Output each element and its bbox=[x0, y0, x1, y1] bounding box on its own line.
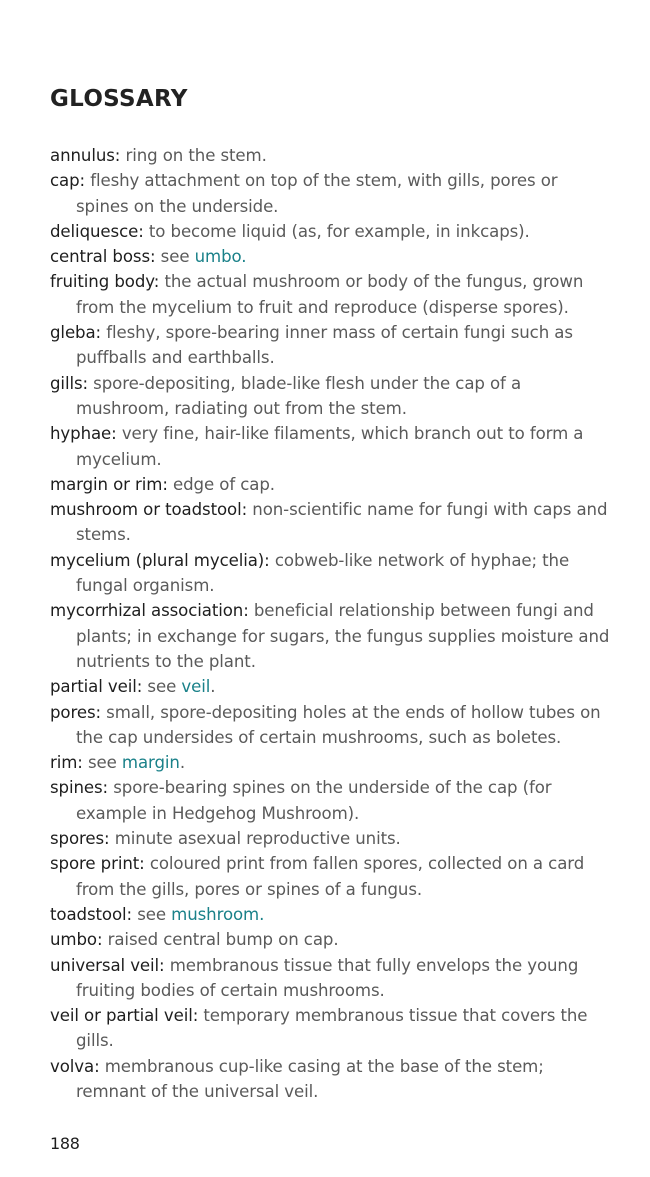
glossary-term: hyphae: bbox=[50, 424, 117, 444]
glossary-term: deliquesce: bbox=[50, 221, 144, 241]
glossary-definition: spore-depositing, blade-like flesh under the cap of a mushroom, radiating out from the stem. bbox=[76, 373, 522, 418]
glossary-entry bbox=[50, 269, 610, 320]
glossary-definition: see bbox=[155, 247, 195, 267]
glossary-entry bbox=[50, 953, 610, 1004]
glossary-entry bbox=[50, 750, 610, 775]
glossary-definition: very fine, hair-like filaments, which branch out to form a mycelium. bbox=[76, 424, 584, 469]
glossary-entry bbox=[50, 851, 610, 902]
glossary-term: rim: bbox=[50, 753, 83, 773]
glossary-definition: membranous cup-like casing at the base of the stem; remnant of the universal veil. bbox=[76, 1056, 544, 1101]
cross-reference-link[interactable]: margin bbox=[121, 753, 180, 773]
glossary-term: partial veil: bbox=[50, 677, 143, 697]
glossary-term: spores: bbox=[50, 829, 110, 849]
glossary-term: mycorrhizal association: bbox=[50, 601, 249, 621]
glossary-definition: small, spore-depositing holes at the ends of hollow tubes on the cap undersides of certain mushrooms, such as boletes. bbox=[76, 702, 601, 747]
glossary-entry bbox=[50, 775, 610, 826]
glossary-definition: membranous tissue that fully envelops the young fruiting bodies of certain mushrooms. bbox=[76, 955, 579, 1000]
glossary-entry bbox=[50, 674, 610, 699]
glossary-definition: non-scientific name for fungi with caps and stems. bbox=[76, 500, 608, 545]
glossary-entry bbox=[50, 371, 610, 422]
glossary-term: fruiting body: bbox=[50, 272, 160, 292]
glossary-term: gills: bbox=[50, 373, 88, 393]
cross-reference-link[interactable]: mushroom. bbox=[171, 904, 265, 924]
glossary-definition: temporary membranous tissue that covers the gills. bbox=[76, 1006, 588, 1051]
cross-reference-link[interactable]: veil bbox=[181, 677, 211, 697]
glossary-definition: coloured print from fallen spores, collected on a card from the gills, pores or spines of a fungus. bbox=[76, 854, 585, 899]
glossary-entry bbox=[50, 902, 610, 927]
page-number: 188 bbox=[50, 1134, 80, 1153]
glossary-entry bbox=[50, 826, 610, 851]
glossary-definition: see bbox=[82, 753, 122, 773]
glossary-term: umbo: bbox=[50, 930, 103, 950]
glossary-term: spore print: bbox=[50, 854, 145, 874]
glossary-entry bbox=[50, 244, 610, 269]
glossary-term: gleba: bbox=[50, 323, 102, 343]
glossary-punctuation: . bbox=[210, 677, 216, 697]
glossary-entry bbox=[50, 219, 610, 244]
glossary-entry bbox=[50, 143, 610, 168]
glossary-term: toadstool: bbox=[50, 904, 133, 924]
glossary-definition: see bbox=[142, 677, 182, 697]
glossary-term: spines: bbox=[50, 778, 109, 798]
glossary-term: pores: bbox=[50, 702, 101, 722]
glossary-definition: fleshy, spore-bearing inner mass of certain fungi such as puffballs and earthballs. bbox=[76, 323, 573, 368]
glossary-list bbox=[50, 143, 610, 1104]
glossary-entry bbox=[50, 421, 610, 472]
glossary-definition: cobweb-like network of hyphae; the fungal organism. bbox=[76, 550, 570, 596]
glossary-entry bbox=[50, 927, 610, 952]
glossary-term: central boss: bbox=[50, 247, 156, 267]
glossary-entry bbox=[50, 1054, 610, 1105]
glossary-definition: beneficial relationship between fungi and plants; in exchange for sugars, the fungus supplies moisture and nutrients to the plant. bbox=[76, 601, 610, 671]
glossary-definition: fleshy attachment on top of the stem, with gills, pores or spines on the underside. bbox=[76, 171, 558, 216]
glossary-definition: ring on the stem. bbox=[120, 146, 267, 165]
glossary-term: veil or partial veil: bbox=[50, 1006, 199, 1026]
glossary-entry bbox=[50, 168, 610, 219]
glossary-entry bbox=[50, 472, 610, 497]
page-title: GLOSSARY bbox=[50, 86, 188, 112]
glossary-definition: raised central bump on cap. bbox=[102, 930, 339, 950]
glossary-term: universal veil: bbox=[50, 955, 165, 975]
glossary-term: mushroom or toadstool: bbox=[50, 500, 248, 520]
glossary-term: margin or rim: bbox=[50, 474, 168, 494]
glossary-term: annulus: bbox=[50, 146, 121, 165]
glossary-term: volva: bbox=[50, 1056, 100, 1076]
glossary-definition: see bbox=[132, 904, 172, 924]
glossary-entry bbox=[50, 1003, 610, 1054]
glossary-punctuation: . bbox=[179, 753, 186, 773]
glossary-entry bbox=[50, 548, 610, 599]
glossary-definition: edge of cap. bbox=[167, 474, 275, 494]
glossary-definition: the actual mushroom or body of the fungus, grown from the mycelium to fruit and reproduce (disperse spores). bbox=[76, 272, 584, 317]
glossary-definition: spore-bearing spines on the underside of the cap (for example in Hedgehog Mushroom). bbox=[76, 778, 552, 823]
glossary-entry bbox=[50, 497, 610, 548]
glossary-definition: to become liquid (as, for example, in inkcaps). bbox=[143, 221, 530, 241]
glossary-term: mycelium (plural mycelia): bbox=[50, 550, 270, 570]
glossary-entry bbox=[50, 598, 610, 674]
glossary-definition: minute asexual reproductive units. bbox=[109, 829, 401, 849]
glossary-term: cap: bbox=[50, 171, 86, 191]
glossary-entry bbox=[50, 320, 610, 371]
glossary-entry bbox=[50, 700, 610, 751]
cross-reference-link[interactable]: umbo. bbox=[194, 247, 247, 267]
